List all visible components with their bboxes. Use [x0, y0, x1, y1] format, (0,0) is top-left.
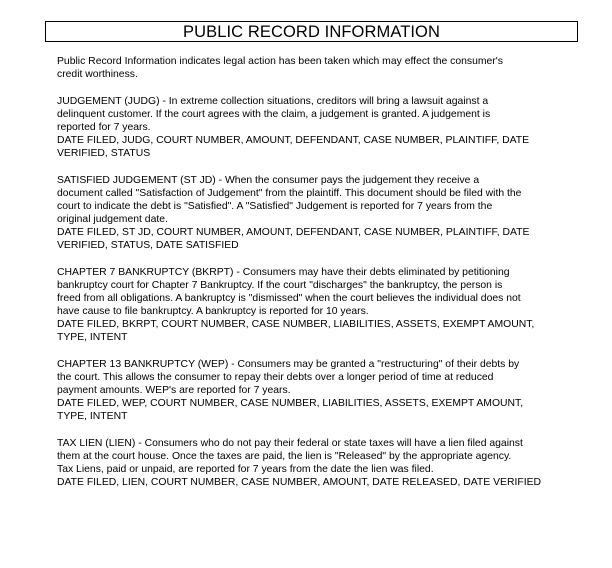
intro-paragraph: Public Record Information indicates legal action has been taken which may effect the consumer's credit worthiness. [57, 56, 503, 80]
section-satisfied-judgement [57, 174, 530, 252]
section-fields: DATE FILED, WEP, COURT NUMBER, CASE NUMBER, LIABILITIES, ASSETS, EXEMPT AMOUNT, TYPE, INTENT [57, 398, 524, 422]
document-body [57, 55, 542, 503]
section-description: JUDGEMENT (JUDG) - In extreme collection situations, creditors will bring a lawsuit against a delinquent customer. If the court agrees with the claim, a judgement is granted. A judgement is reported for 7 years. [57, 96, 491, 133]
section-description: CHAPTER 7 BANKRUPTCY (BKRPT) - Consumers may have their debts eliminated by petitioning bankruptcy court for Chapter 7 Bankruptcy. If the court "discharges" the bankruptcy, the person is freed from all obligations. A bankruptcy is "dismissed" when the court believes the individual does not have cause to file bankruptcy. A bankruptcy is reported for 10 years. [57, 267, 521, 317]
section-tax-lien [57, 437, 542, 489]
section-fields: DATE FILED, JUDG, COURT NUMBER, AMOUNT, DEFENDANT, CASE NUMBER, PLAINTIFF, DATE VERIFIED, STATUS [57, 135, 530, 159]
section-fields: DATE FILED, LIEN, COURT NUMBER, CASE NUMBER, AMOUNT, DATE RELEASED, DATE VERIFIED [57, 477, 542, 488]
page-title: PUBLIC RECORD INFORMATION [45, 21, 578, 42]
section-description: TAX LIEN (LIEN) - Consumers who do not pay their federal or state taxes will have a lien filed against them at the court house. Once the taxes are paid, the lien is "Released" by the appropriate agency. Tax Liens, paid or unpaid, are reported for 7 years from the date the lien was filed. [57, 438, 523, 475]
section-chapter-7-bankruptcy [57, 266, 535, 344]
section-description: SATISFIED JUDGEMENT (ST JD) - When the consumer pays the judgement they receive a document called "Satisfaction of Judgement" from the plaintiff. This document should be filed with the court to indicate the debt is "Satisfied". A "Satisfied" Judgement is reported for 7 years from the original judgement date. [57, 175, 522, 225]
section-fields: DATE FILED, ST JD, COURT NUMBER, AMOUNT, DEFENDANT, CASE NUMBER, PLAINTIFF, DATE VERIFIED, STATUS, DATE SATISFIED [57, 227, 530, 251]
section-chapter-13-bankruptcy [57, 358, 527, 423]
section-judgement [57, 95, 530, 160]
section-description: CHAPTER 13 BANKRUPTCY (WEP) - Consumers may be granted a "restructuring" of their debts by the court. This allows the consumer to repay their debts over a longer period of time at reduced payment amounts. WEP's are reported for 7 years. [57, 359, 520, 396]
section-fields: DATE FILED, BKRPT, COURT NUMBER, CASE NUMBER, LIABILITIES, ASSETS, EXEMPT AMOUNT, TYPE, INTENT [57, 319, 535, 343]
